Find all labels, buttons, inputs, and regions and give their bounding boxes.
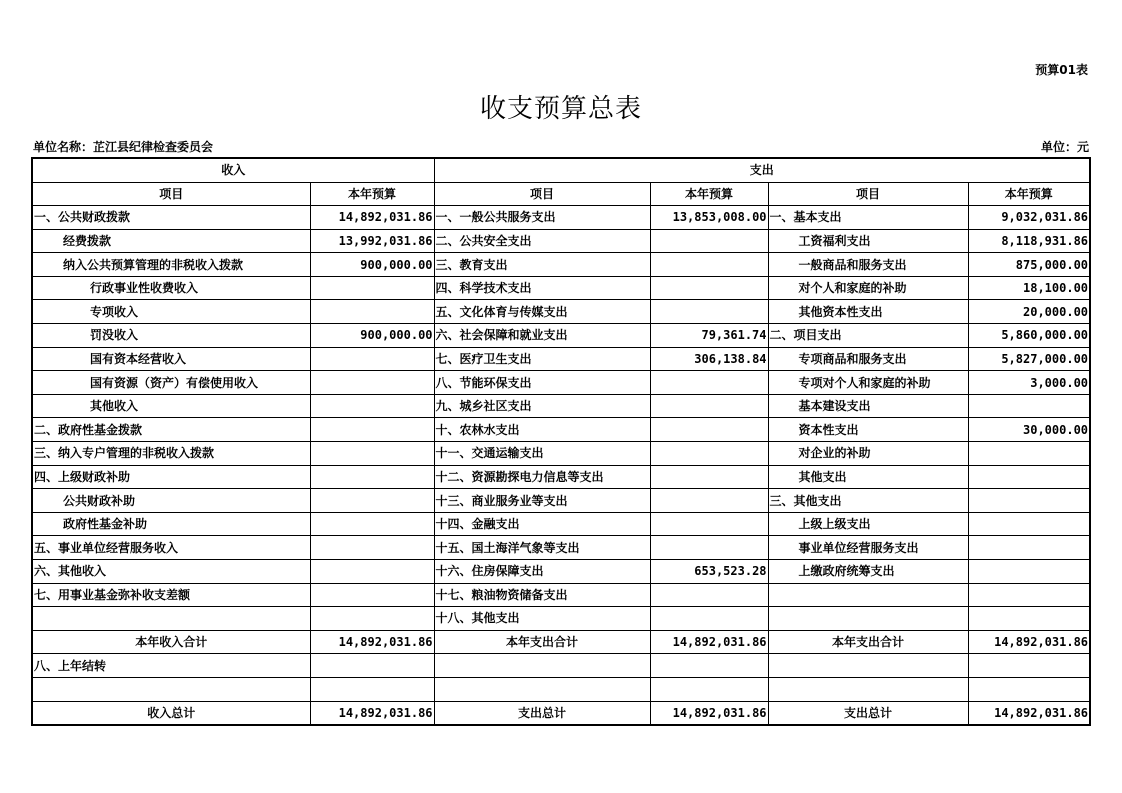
income-item: 五、事业单位经营服务收入 [32,536,310,560]
subtotal-income-value: 14,892,031.86 [310,630,434,654]
expense-econ-value: 3,000.00 [968,371,1090,395]
form-number: 预算01表 [1035,63,1088,77]
expense-econ-value [968,512,1090,536]
unit-row [33,138,1089,154]
expense-function-item: 五、文化体育与传媒支出 [434,300,650,324]
expense-econ-value [968,536,1090,560]
table-row [32,371,1090,395]
income-value [310,536,434,560]
expense-function-value [650,253,768,277]
expense-econ-item: 专项对个人和家庭的补助 [768,371,968,395]
expense-econ-item: 其他支出 [768,465,968,489]
expense-function-value: 653,523.28 [650,560,768,584]
expense-econ-item: 事业单位经营服务支出 [768,536,968,560]
table-row [32,324,1090,348]
expense-function-item: 十八、其他支出 [434,607,650,631]
income-value: 900,000.00 [310,324,434,348]
expense-function-value [650,536,768,560]
income-value [310,276,434,300]
income-value [310,371,434,395]
expense-function-value [650,465,768,489]
income-item: 三、纳入专户管理的非税收入拨款 [32,442,310,466]
expense-econ-item [768,583,968,607]
income-value: 900,000.00 [310,253,434,277]
expense-function-item: 十二、资源勘探电力信息等支出 [434,465,650,489]
expense-function-value: 13,853,008.00 [650,206,768,230]
table-row [32,560,1090,584]
table-row [32,512,1090,536]
currency-unit: 单位：元 [1040,140,1089,154]
total-income-value: 14,892,031.86 [310,701,434,725]
expense-econ-item: 一般商品和服务支出 [768,253,968,277]
total-income-label: 收入总计 [32,701,310,725]
subtotal-econ-value: 14,892,031.86 [968,630,1090,654]
total-expense-value: 14,892,031.86 [650,701,768,725]
income-item: 罚没收入 [32,324,310,348]
table-row [32,607,1090,631]
expense-function-value [650,276,768,300]
expense-econ-item: 对企业的补助 [768,442,968,466]
expense-function-value [650,300,768,324]
expense-econ-item: 一、基本支出 [768,206,968,230]
col-header-expense-item: 项目 [434,182,650,206]
income-item: 行政事业性收费收入 [32,276,310,300]
blank-row [32,677,1090,701]
income-value [310,442,434,466]
table-row [32,347,1090,371]
expense-econ-value [968,560,1090,584]
expense-econ-item: 基本建设支出 [768,394,968,418]
expense-econ-value [968,465,1090,489]
expense-econ-value [968,442,1090,466]
table-row [32,253,1090,277]
table-row [32,206,1090,230]
income-value [310,583,434,607]
income-item: 二、政府性基金拨款 [32,418,310,442]
expense-econ-item: 其他资本性支出 [768,300,968,324]
table-row [32,276,1090,300]
expense-econ-value [968,394,1090,418]
expense-section-header: 支出 [434,158,1090,182]
expense-function-value: 79,361.74 [650,324,768,348]
table-row [32,489,1090,513]
income-item: 其他收入 [32,394,310,418]
total-expense-label: 支出总计 [434,701,650,725]
expense-function-item: 九、城乡社区支出 [434,394,650,418]
header-row-sections [32,158,1090,182]
expense-econ-value [968,607,1090,631]
income-item: 纳入公共预算管理的非税收入拨款 [32,253,310,277]
expense-function-value [650,583,768,607]
expense-function-item: 一、一般公共服务支出 [434,206,650,230]
income-value [310,465,434,489]
col-header-expense-econ-budget: 本年预算 [968,182,1090,206]
expense-econ-item: 工资福利支出 [768,229,968,253]
expense-function-item: 六、社会保障和就业支出 [434,324,650,348]
col-header-income-item: 项目 [32,182,310,206]
expense-econ-item: 上级上级支出 [768,512,968,536]
expense-function-value [650,394,768,418]
expense-function-item: 七、医疗卫生支出 [434,347,650,371]
expense-econ-item [768,607,968,631]
subtotal-econ-label: 本年支出合计 [768,630,968,654]
expense-function-item: 十一、交通运输支出 [434,442,650,466]
expense-function-item: 十三、商业服务业等支出 [434,489,650,513]
expense-econ-item: 二、项目支出 [768,324,968,348]
income-item: 六、其他收入 [32,560,310,584]
grand-total-row [32,701,1090,725]
expense-econ-value: 8,118,931.86 [968,229,1090,253]
expense-econ-item: 三、其他支出 [768,489,968,513]
expense-econ-value [968,489,1090,513]
subtotal-expense-value: 14,892,031.86 [650,630,768,654]
expense-function-value: 306,138.84 [650,347,768,371]
income-item [32,607,310,631]
col-header-expense-budget: 本年预算 [650,182,768,206]
expense-function-value [650,607,768,631]
table-row [32,300,1090,324]
income-item: 政府性基金补助 [32,512,310,536]
expense-function-value [650,371,768,395]
table-row [32,442,1090,466]
income-value [310,347,434,371]
expense-function-item: 八、节能环保支出 [434,371,650,395]
expense-function-value [650,418,768,442]
expense-econ-value: 30,000.00 [968,418,1090,442]
expense-econ-item: 资本性支出 [768,418,968,442]
expense-function-item: 二、公共安全支出 [434,229,650,253]
expense-function-value [650,512,768,536]
income-value [310,300,434,324]
income-item: 一、公共财政拨款 [32,206,310,230]
income-item: 国有资本经营收入 [32,347,310,371]
expense-function-item: 三、教育支出 [434,253,650,277]
subtotal-expense-label: 本年支出合计 [434,630,650,654]
expense-econ-value: 875,000.00 [968,253,1090,277]
expense-econ-item: 对个人和家庭的补助 [768,276,968,300]
expense-econ-value: 20,000.00 [968,300,1090,324]
expense-econ-item: 上缴政府统筹支出 [768,560,968,584]
income-value: 14,892,031.86 [310,206,434,230]
total-econ-value: 14,892,031.86 [968,701,1090,725]
income-item: 国有资源（资产）有偿使用收入 [32,371,310,395]
header-row-columns [32,182,1090,206]
income-value [310,607,434,631]
income-section-header: 收入 [32,158,434,182]
expense-function-value [650,442,768,466]
table-row [32,418,1090,442]
income-value: 13,992,031.86 [310,229,434,253]
expense-econ-value: 5,827,000.00 [968,347,1090,371]
income-value [310,394,434,418]
subtotal-row [32,630,1090,654]
income-value [310,418,434,442]
expense-econ-value: 9,032,031.86 [968,206,1090,230]
total-econ-label: 支出总计 [768,701,968,725]
income-item: 专项收入 [32,300,310,324]
income-item: 公共财政补助 [32,489,310,513]
income-item: 七、用事业基金弥补收支差额 [32,583,310,607]
carryover-row [32,654,1090,678]
table-row [32,394,1090,418]
expense-function-item: 四、科学技术支出 [434,276,650,300]
expense-function-item: 十七、粮油物资储备支出 [434,583,650,607]
table-row [32,229,1090,253]
income-item: 经费拨款 [32,229,310,253]
subtotal-income-label: 本年收入合计 [32,630,310,654]
table-row [32,583,1090,607]
expense-econ-item: 专项商品和服务支出 [768,347,968,371]
page-title: 收支预算总表 [479,94,642,124]
expense-econ-value: 5,860,000.00 [968,324,1090,348]
income-value [310,512,434,536]
org-name: 单位名称：芷江县纪律检查委员会 [33,140,214,154]
expense-function-item: 十四、金融支出 [434,512,650,536]
expense-function-value [650,229,768,253]
expense-function-value [650,489,768,513]
income-item: 四、上级财政补助 [32,465,310,489]
carryover-label: 八、上年结转 [32,654,310,678]
expense-function-item: 十五、国土海洋气象等支出 [434,536,650,560]
table-row [32,536,1090,560]
col-header-income-budget: 本年预算 [310,182,434,206]
expense-econ-value [968,583,1090,607]
expense-function-item: 十六、住房保障支出 [434,560,650,584]
col-header-expense-econ-item: 项目 [768,182,968,206]
table-row [32,465,1090,489]
expense-function-item: 十、农林水支出 [434,418,650,442]
expense-econ-value: 18,100.00 [968,276,1090,300]
income-value [310,560,434,584]
budget-table [31,157,1091,726]
income-value [310,489,434,513]
